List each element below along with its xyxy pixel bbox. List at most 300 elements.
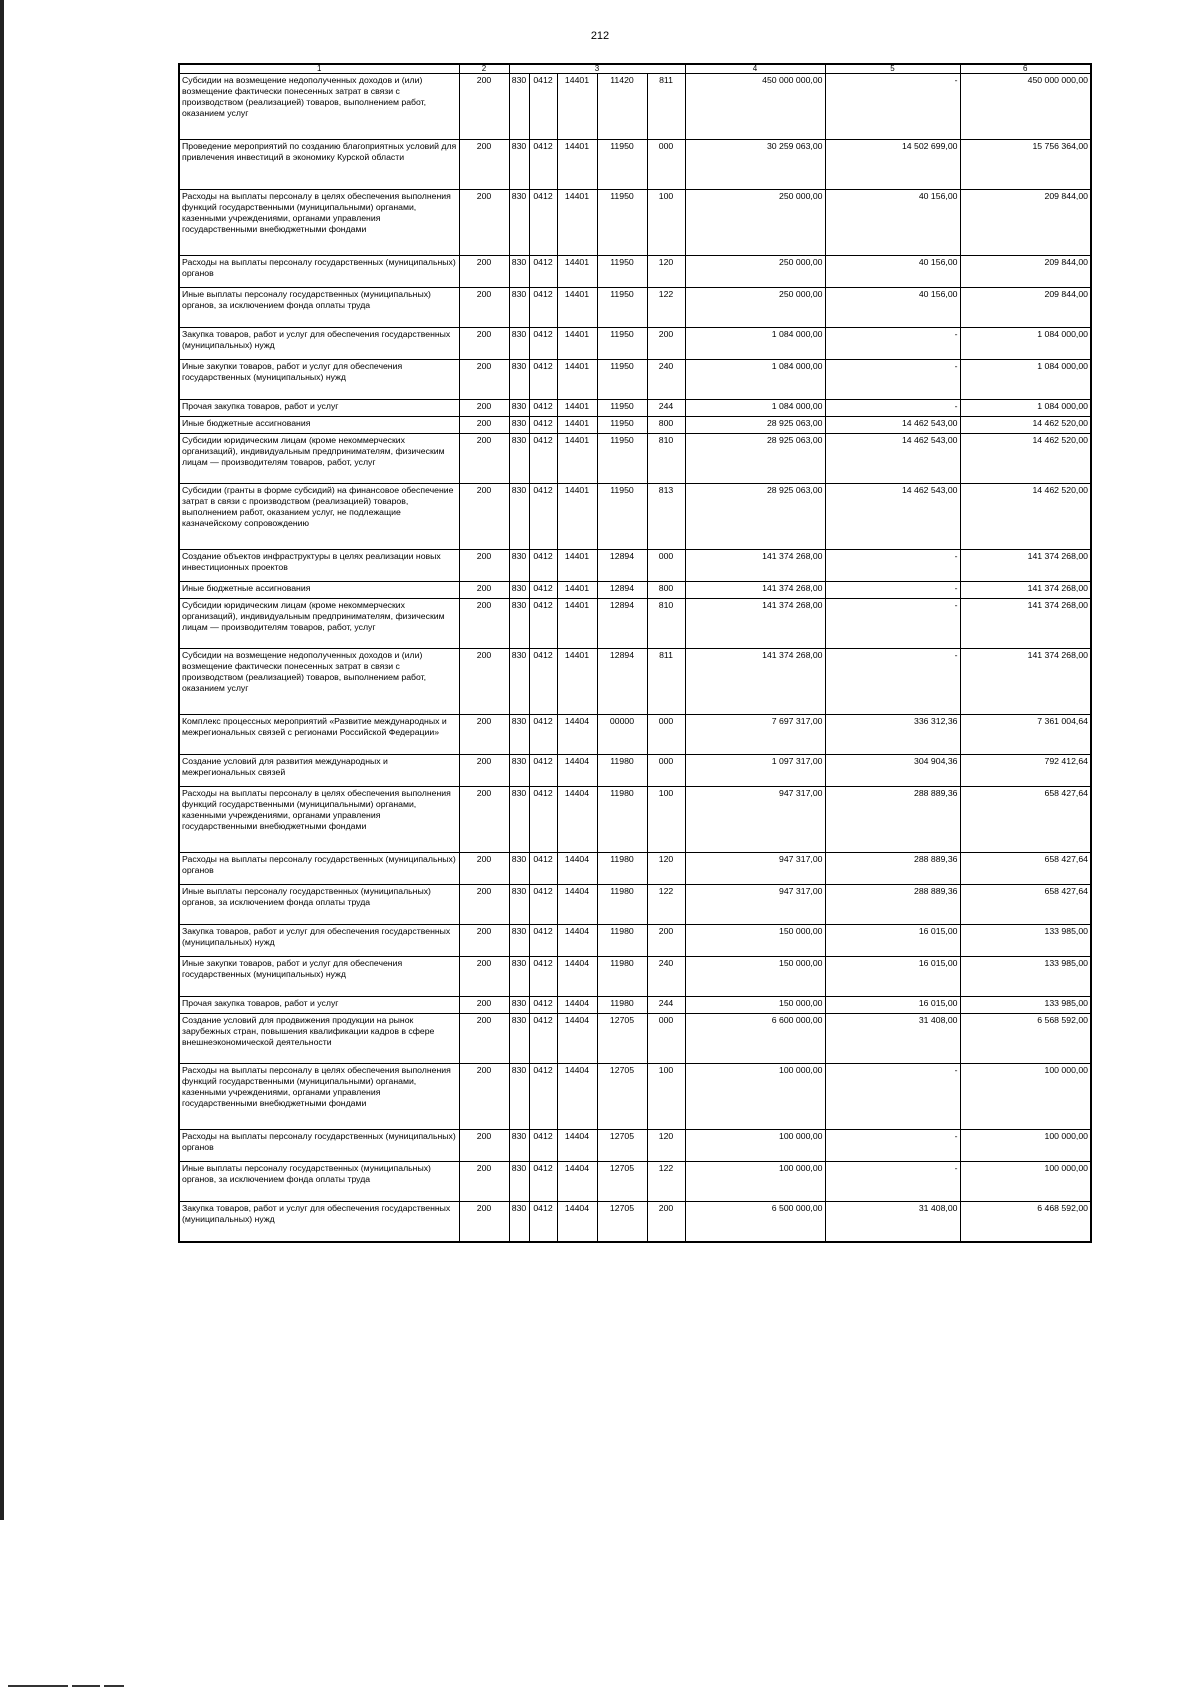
cell-section: 0412: [529, 484, 557, 550]
cell-target-program: 14404: [557, 885, 597, 925]
column-number-header: 2: [459, 64, 509, 74]
table-row: [179, 925, 1091, 957]
cell-target-direction: 12894: [597, 649, 647, 715]
cell-section: 0412: [529, 755, 557, 787]
column-number-header: 5: [825, 64, 960, 74]
cell-target-program: 14404: [557, 1130, 597, 1162]
row-name: Иные выплаты персоналу государственных (муниципальных) органов, за исключением фонда оплаты труда: [179, 1162, 459, 1202]
cell-ved: 830: [509, 74, 529, 140]
cell-executed-amount: -: [825, 1162, 960, 1202]
row-name: Создание условий для продвижения продукции на рынок зарубежных стран, повышения квалификации кадров в сфере внешнеэкономической деятельности: [179, 1014, 459, 1064]
cell-expense-type: 000: [647, 140, 685, 190]
cell-ved: 830: [509, 787, 529, 853]
table-row: [179, 1014, 1091, 1064]
row-name: Иные выплаты персоналу государственных (муниципальных) органов, за исключением фонда оплаты труда: [179, 885, 459, 925]
cell-section: 0412: [529, 190, 557, 256]
cell-grbs: 200: [459, 715, 509, 755]
cell-grbs: 200: [459, 755, 509, 787]
cell-grbs: 200: [459, 925, 509, 957]
cell-ved: 830: [509, 328, 529, 360]
cell-grbs: 200: [459, 1014, 509, 1064]
cell-grbs: 200: [459, 417, 509, 434]
cell-approved-amount: 947 317,00: [685, 885, 825, 925]
cell-remaining-amount: 1 084 000,00: [960, 360, 1091, 400]
cell-section: 0412: [529, 853, 557, 885]
cell-target-program: 14401: [557, 417, 597, 434]
cell-expense-type: 100: [647, 1064, 685, 1130]
cell-ved: 830: [509, 434, 529, 484]
cell-target-direction: 12705: [597, 1202, 647, 1242]
cell-target-direction: 12894: [597, 599, 647, 649]
table-row: [179, 787, 1091, 853]
cell-ved: 830: [509, 582, 529, 599]
cell-remaining-amount: 133 985,00: [960, 997, 1091, 1014]
cell-ved: 830: [509, 649, 529, 715]
cell-target-program: 14404: [557, 1202, 597, 1242]
cell-ved: 830: [509, 1162, 529, 1202]
table-row: [179, 140, 1091, 190]
cell-ved: 830: [509, 1014, 529, 1064]
scan-footer-marks: [0, 1685, 130, 1688]
cell-expense-type: 000: [647, 1014, 685, 1064]
cell-ved: 830: [509, 853, 529, 885]
cell-section: 0412: [529, 1162, 557, 1202]
cell-target-program: 14404: [557, 997, 597, 1014]
scan-edge: [0, 0, 4, 1520]
cell-executed-amount: -: [825, 649, 960, 715]
cell-expense-type: 122: [647, 288, 685, 328]
cell-executed-amount: 288 889,36: [825, 787, 960, 853]
column-number-header: 6: [960, 64, 1091, 74]
row-name: Создание условий для развития международных и межрегиональных связей: [179, 755, 459, 787]
cell-target-program: 14404: [557, 1014, 597, 1064]
cell-target-program: 14404: [557, 755, 597, 787]
cell-executed-amount: 40 156,00: [825, 190, 960, 256]
budget-table: [178, 63, 1092, 1243]
row-name: Субсидии (гранты в форме субсидий) на финансовое обеспечение затрат в связи с производством (реализацией) товаров, выполнением работ, оказанием услуг, не подлежащие казначейскому сопровождению: [179, 484, 459, 550]
table-row: [179, 957, 1091, 997]
cell-ved: 830: [509, 400, 529, 417]
cell-section: 0412: [529, 1064, 557, 1130]
cell-target-program: 14404: [557, 787, 597, 853]
table-row: [179, 288, 1091, 328]
row-name: Комплекс процессных мероприятий «Развитие международных и межрегиональных связей с регионами Российской Федерации»: [179, 715, 459, 755]
cell-approved-amount: 100 000,00: [685, 1162, 825, 1202]
cell-ved: 830: [509, 925, 529, 957]
cell-grbs: 200: [459, 74, 509, 140]
cell-grbs: 200: [459, 997, 509, 1014]
cell-expense-type: 120: [647, 853, 685, 885]
table-row: [179, 885, 1091, 925]
table-row: [179, 434, 1091, 484]
table-row: [179, 599, 1091, 649]
row-name: Иные бюджетные ассигнования: [179, 582, 459, 599]
cell-target-program: 14404: [557, 957, 597, 997]
cell-target-program: 14401: [557, 582, 597, 599]
cell-section: 0412: [529, 417, 557, 434]
cell-expense-type: 100: [647, 190, 685, 256]
cell-approved-amount: 250 000,00: [685, 256, 825, 288]
cell-section: 0412: [529, 925, 557, 957]
table-row: [179, 1130, 1091, 1162]
cell-target-direction: 11950: [597, 328, 647, 360]
cell-grbs: 200: [459, 1130, 509, 1162]
cell-ved: 830: [509, 550, 529, 582]
table-row: [179, 417, 1091, 434]
cell-target-direction: 11950: [597, 288, 647, 328]
cell-executed-amount: 336 312,36: [825, 715, 960, 755]
cell-approved-amount: 1 084 000,00: [685, 360, 825, 400]
cell-target-program: 14401: [557, 190, 597, 256]
cell-executed-amount: 16 015,00: [825, 957, 960, 997]
cell-executed-amount: -: [825, 400, 960, 417]
cell-executed-amount: 31 408,00: [825, 1014, 960, 1064]
cell-target-program: 14401: [557, 328, 597, 360]
cell-approved-amount: 28 925 063,00: [685, 417, 825, 434]
cell-target-program: 14401: [557, 360, 597, 400]
cell-target-program: 14401: [557, 140, 597, 190]
cell-section: 0412: [529, 360, 557, 400]
cell-expense-type: 244: [647, 400, 685, 417]
column-number-row: [179, 64, 1091, 74]
table-row: [179, 360, 1091, 400]
cell-ved: 830: [509, 140, 529, 190]
cell-target-direction: 11980: [597, 925, 647, 957]
cell-executed-amount: 16 015,00: [825, 925, 960, 957]
cell-target-direction: 12894: [597, 550, 647, 582]
column-number-header: 1: [179, 64, 459, 74]
cell-target-direction: 11980: [597, 997, 647, 1014]
cell-executed-amount: -: [825, 74, 960, 140]
cell-remaining-amount: 209 844,00: [960, 190, 1091, 256]
cell-target-direction: 11980: [597, 787, 647, 853]
cell-remaining-amount: 792 412,64: [960, 755, 1091, 787]
table-row: [179, 190, 1091, 256]
cell-section: 0412: [529, 400, 557, 417]
cell-expense-type: 100: [647, 787, 685, 853]
cell-executed-amount: -: [825, 1064, 960, 1130]
table-row: [179, 256, 1091, 288]
row-name: Прочая закупка товаров, работ и услуг: [179, 400, 459, 417]
cell-expense-type: 120: [647, 256, 685, 288]
cell-expense-type: 200: [647, 1202, 685, 1242]
cell-grbs: 200: [459, 787, 509, 853]
cell-section: 0412: [529, 997, 557, 1014]
cell-target-direction: 11950: [597, 400, 647, 417]
column-number-header: 3: [509, 64, 685, 74]
cell-target-program: 14404: [557, 715, 597, 755]
cell-target-direction: 12705: [597, 1162, 647, 1202]
cell-remaining-amount: 100 000,00: [960, 1130, 1091, 1162]
row-name: Закупка товаров, работ и услуг для обеспечения государственных (муниципальных) нужд: [179, 1202, 459, 1242]
cell-ved: 830: [509, 715, 529, 755]
cell-remaining-amount: 141 374 268,00: [960, 582, 1091, 599]
cell-executed-amount: -: [825, 582, 960, 599]
cell-approved-amount: 141 374 268,00: [685, 550, 825, 582]
row-name: Расходы на выплаты персоналу государственных (муниципальных) органов: [179, 1130, 459, 1162]
row-name: Закупка товаров, работ и услуг для обеспечения государственных (муниципальных) нужд: [179, 925, 459, 957]
cell-ved: 830: [509, 1130, 529, 1162]
cell-grbs: 200: [459, 957, 509, 997]
row-name: Иные выплаты персоналу государственных (муниципальных) органов, за исключением фонда оплаты труда: [179, 288, 459, 328]
cell-target-direction: 11950: [597, 484, 647, 550]
cell-remaining-amount: 450 000 000,00: [960, 74, 1091, 140]
cell-section: 0412: [529, 582, 557, 599]
cell-target-direction: 11950: [597, 256, 647, 288]
table-row: [179, 853, 1091, 885]
cell-section: 0412: [529, 256, 557, 288]
cell-executed-amount: 16 015,00: [825, 997, 960, 1014]
cell-section: 0412: [529, 74, 557, 140]
cell-grbs: 200: [459, 550, 509, 582]
cell-remaining-amount: 6 468 592,00: [960, 1202, 1091, 1242]
cell-section: 0412: [529, 140, 557, 190]
cell-section: 0412: [529, 434, 557, 484]
cell-expense-type: 800: [647, 417, 685, 434]
cell-grbs: 200: [459, 599, 509, 649]
cell-expense-type: 120: [647, 1130, 685, 1162]
cell-ved: 830: [509, 256, 529, 288]
cell-section: 0412: [529, 599, 557, 649]
cell-approved-amount: 450 000 000,00: [685, 74, 825, 140]
cell-approved-amount: 30 259 063,00: [685, 140, 825, 190]
cell-approved-amount: 141 374 268,00: [685, 582, 825, 599]
cell-section: 0412: [529, 649, 557, 715]
cell-approved-amount: 947 317,00: [685, 853, 825, 885]
cell-approved-amount: 7 697 317,00: [685, 715, 825, 755]
cell-ved: 830: [509, 885, 529, 925]
row-name: Иные закупки товаров, работ и услуг для обеспечения государственных (муниципальных) нужд: [179, 957, 459, 997]
table-row: [179, 328, 1091, 360]
row-name: Расходы на выплаты персоналу в целях обеспечения выполнения функций государственными (муниципальными) органами, казенными учреждениями, органами управления государственными внебюджетными фондами: [179, 1064, 459, 1130]
cell-ved: 830: [509, 190, 529, 256]
cell-target-program: 14401: [557, 288, 597, 328]
cell-remaining-amount: 100 000,00: [960, 1064, 1091, 1130]
cell-approved-amount: 250 000,00: [685, 288, 825, 328]
cell-approved-amount: 100 000,00: [685, 1130, 825, 1162]
cell-target-program: 14401: [557, 599, 597, 649]
cell-target-program: 14404: [557, 1064, 597, 1130]
cell-target-direction: 11950: [597, 190, 647, 256]
cell-executed-amount: 14 462 543,00: [825, 417, 960, 434]
cell-ved: 830: [509, 360, 529, 400]
cell-executed-amount: -: [825, 360, 960, 400]
cell-executed-amount: 14 462 543,00: [825, 484, 960, 550]
cell-executed-amount: 31 408,00: [825, 1202, 960, 1242]
cell-remaining-amount: 133 985,00: [960, 925, 1091, 957]
cell-approved-amount: 947 317,00: [685, 787, 825, 853]
cell-remaining-amount: 141 374 268,00: [960, 649, 1091, 715]
cell-target-program: 14404: [557, 853, 597, 885]
cell-target-direction: 11420: [597, 74, 647, 140]
cell-expense-type: 000: [647, 550, 685, 582]
table-row: [179, 1162, 1091, 1202]
cell-expense-type: 244: [647, 997, 685, 1014]
cell-executed-amount: 288 889,36: [825, 885, 960, 925]
cell-grbs: 200: [459, 853, 509, 885]
row-name: Прочая закупка товаров, работ и услуг: [179, 997, 459, 1014]
cell-expense-type: 811: [647, 649, 685, 715]
table-row: [179, 582, 1091, 599]
cell-remaining-amount: 6 568 592,00: [960, 1014, 1091, 1064]
cell-remaining-amount: 658 427,64: [960, 787, 1091, 853]
cell-remaining-amount: 100 000,00: [960, 1162, 1091, 1202]
cell-ved: 830: [509, 957, 529, 997]
table-row: [179, 400, 1091, 417]
cell-remaining-amount: 658 427,64: [960, 853, 1091, 885]
cell-remaining-amount: 1 084 000,00: [960, 328, 1091, 360]
cell-remaining-amount: 14 462 520,00: [960, 434, 1091, 484]
table-row: [179, 715, 1091, 755]
row-name: Создание объектов инфраструктуры в целях реализации новых инвестиционных проектов: [179, 550, 459, 582]
cell-target-direction: 11980: [597, 853, 647, 885]
cell-section: 0412: [529, 1202, 557, 1242]
cell-expense-type: 811: [647, 74, 685, 140]
cell-ved: 830: [509, 484, 529, 550]
cell-approved-amount: 1 084 000,00: [685, 400, 825, 417]
cell-remaining-amount: 209 844,00: [960, 288, 1091, 328]
cell-target-program: 14401: [557, 649, 597, 715]
cell-target-direction: 11980: [597, 755, 647, 787]
table-row: [179, 997, 1091, 1014]
cell-expense-type: 200: [647, 328, 685, 360]
cell-expense-type: 240: [647, 957, 685, 997]
cell-target-direction: 12705: [597, 1014, 647, 1064]
cell-target-program: 14401: [557, 484, 597, 550]
cell-expense-type: 000: [647, 755, 685, 787]
cell-executed-amount: -: [825, 328, 960, 360]
row-name: Иные бюджетные ассигнования: [179, 417, 459, 434]
cell-expense-type: 800: [647, 582, 685, 599]
row-name: Расходы на выплаты персоналу в целях обеспечения выполнения функций государственными (муниципальными) органами, казенными учреждениями, органами управления государственными внебюджетными фондами: [179, 787, 459, 853]
cell-remaining-amount: 15 756 364,00: [960, 140, 1091, 190]
cell-remaining-amount: 133 985,00: [960, 957, 1091, 997]
table-row: [179, 550, 1091, 582]
cell-target-program: 14404: [557, 925, 597, 957]
cell-ved: 830: [509, 1202, 529, 1242]
cell-approved-amount: 150 000,00: [685, 925, 825, 957]
cell-target-direction: 11950: [597, 140, 647, 190]
cell-approved-amount: 141 374 268,00: [685, 649, 825, 715]
cell-target-program: 14401: [557, 256, 597, 288]
cell-approved-amount: 150 000,00: [685, 957, 825, 997]
cell-remaining-amount: 14 462 520,00: [960, 484, 1091, 550]
page-number: 212: [590, 30, 610, 42]
cell-target-direction: 11950: [597, 417, 647, 434]
cell-ved: 830: [509, 288, 529, 328]
cell-section: 0412: [529, 957, 557, 997]
row-name: Иные закупки товаров, работ и услуг для обеспечения государственных (муниципальных) нужд: [179, 360, 459, 400]
cell-grbs: 200: [459, 1064, 509, 1130]
cell-section: 0412: [529, 787, 557, 853]
cell-approved-amount: 1 097 317,00: [685, 755, 825, 787]
cell-approved-amount: 100 000,00: [685, 1064, 825, 1130]
cell-target-direction: 11980: [597, 885, 647, 925]
row-name: Субсидии на возмещение недополученных доходов и (или) возмещение фактически понесенных затрат в связи с производством (реализацией) товаров, выполнением работ, оказанием услуг: [179, 74, 459, 140]
cell-approved-amount: 6 600 000,00: [685, 1014, 825, 1064]
table-row: [179, 755, 1091, 787]
table-row: [179, 649, 1091, 715]
cell-approved-amount: 250 000,00: [685, 190, 825, 256]
cell-grbs: 200: [459, 328, 509, 360]
cell-executed-amount: 14 462 543,00: [825, 434, 960, 484]
cell-ved: 830: [509, 997, 529, 1014]
cell-executed-amount: -: [825, 599, 960, 649]
cell-target-direction: 12705: [597, 1064, 647, 1130]
cell-target-program: 14401: [557, 434, 597, 484]
cell-target-program: 14401: [557, 550, 597, 582]
cell-section: 0412: [529, 885, 557, 925]
table-row: [179, 1064, 1091, 1130]
cell-executed-amount: -: [825, 1130, 960, 1162]
table-row: [179, 74, 1091, 140]
cell-expense-type: 813: [647, 484, 685, 550]
row-name: Субсидии юридическим лицам (кроме некоммерческих организаций), индивидуальным предпринимателям, физическим лицам — производителям товаров, работ, услуг: [179, 434, 459, 484]
cell-section: 0412: [529, 715, 557, 755]
column-number-header: 4: [685, 64, 825, 74]
table-body: [179, 74, 1091, 1242]
cell-remaining-amount: 141 374 268,00: [960, 599, 1091, 649]
cell-grbs: 200: [459, 434, 509, 484]
cell-target-direction: 11950: [597, 434, 647, 484]
cell-section: 0412: [529, 328, 557, 360]
cell-section: 0412: [529, 288, 557, 328]
cell-executed-amount: -: [825, 550, 960, 582]
cell-grbs: 200: [459, 190, 509, 256]
cell-grbs: 200: [459, 1202, 509, 1242]
cell-grbs: 200: [459, 582, 509, 599]
cell-expense-type: 122: [647, 1162, 685, 1202]
cell-grbs: 200: [459, 649, 509, 715]
cell-approved-amount: 28 925 063,00: [685, 434, 825, 484]
cell-target-direction: 11980: [597, 957, 647, 997]
cell-expense-type: 200: [647, 925, 685, 957]
cell-executed-amount: 14 502 699,00: [825, 140, 960, 190]
cell-grbs: 200: [459, 140, 509, 190]
row-name: Расходы на выплаты персоналу государственных (муниципальных) органов: [179, 256, 459, 288]
cell-grbs: 200: [459, 400, 509, 417]
cell-grbs: 200: [459, 484, 509, 550]
cell-remaining-amount: 7 361 004,64: [960, 715, 1091, 755]
cell-expense-type: 810: [647, 434, 685, 484]
cell-expense-type: 240: [647, 360, 685, 400]
cell-target-direction: 12894: [597, 582, 647, 599]
row-name: Закупка товаров, работ и услуг для обеспечения государственных (муниципальных) нужд: [179, 328, 459, 360]
cell-ved: 830: [509, 1064, 529, 1130]
cell-executed-amount: 288 889,36: [825, 853, 960, 885]
cell-expense-type: 122: [647, 885, 685, 925]
cell-remaining-amount: 1 084 000,00: [960, 400, 1091, 417]
cell-grbs: 200: [459, 288, 509, 328]
cell-grbs: 200: [459, 256, 509, 288]
cell-approved-amount: 150 000,00: [685, 997, 825, 1014]
cell-approved-amount: 141 374 268,00: [685, 599, 825, 649]
cell-target-direction: 00000: [597, 715, 647, 755]
cell-approved-amount: 6 500 000,00: [685, 1202, 825, 1242]
cell-grbs: 200: [459, 360, 509, 400]
cell-remaining-amount: 141 374 268,00: [960, 550, 1091, 582]
cell-target-program: 14401: [557, 74, 597, 140]
table-row: [179, 484, 1091, 550]
cell-expense-type: 000: [647, 715, 685, 755]
row-name: Проведение мероприятий по созданию благоприятных условий для привлечения инвестиций в экономику Курской области: [179, 140, 459, 190]
row-name: Расходы на выплаты персоналу в целях обеспечения выполнения функций государственными (муниципальными) органами, казенными учреждениями, органами управления государственными внебюджетными фондами: [179, 190, 459, 256]
cell-ved: 830: [509, 417, 529, 434]
cell-expense-type: 810: [647, 599, 685, 649]
cell-target-direction: 12705: [597, 1130, 647, 1162]
cell-executed-amount: 40 156,00: [825, 256, 960, 288]
cell-remaining-amount: 14 462 520,00: [960, 417, 1091, 434]
